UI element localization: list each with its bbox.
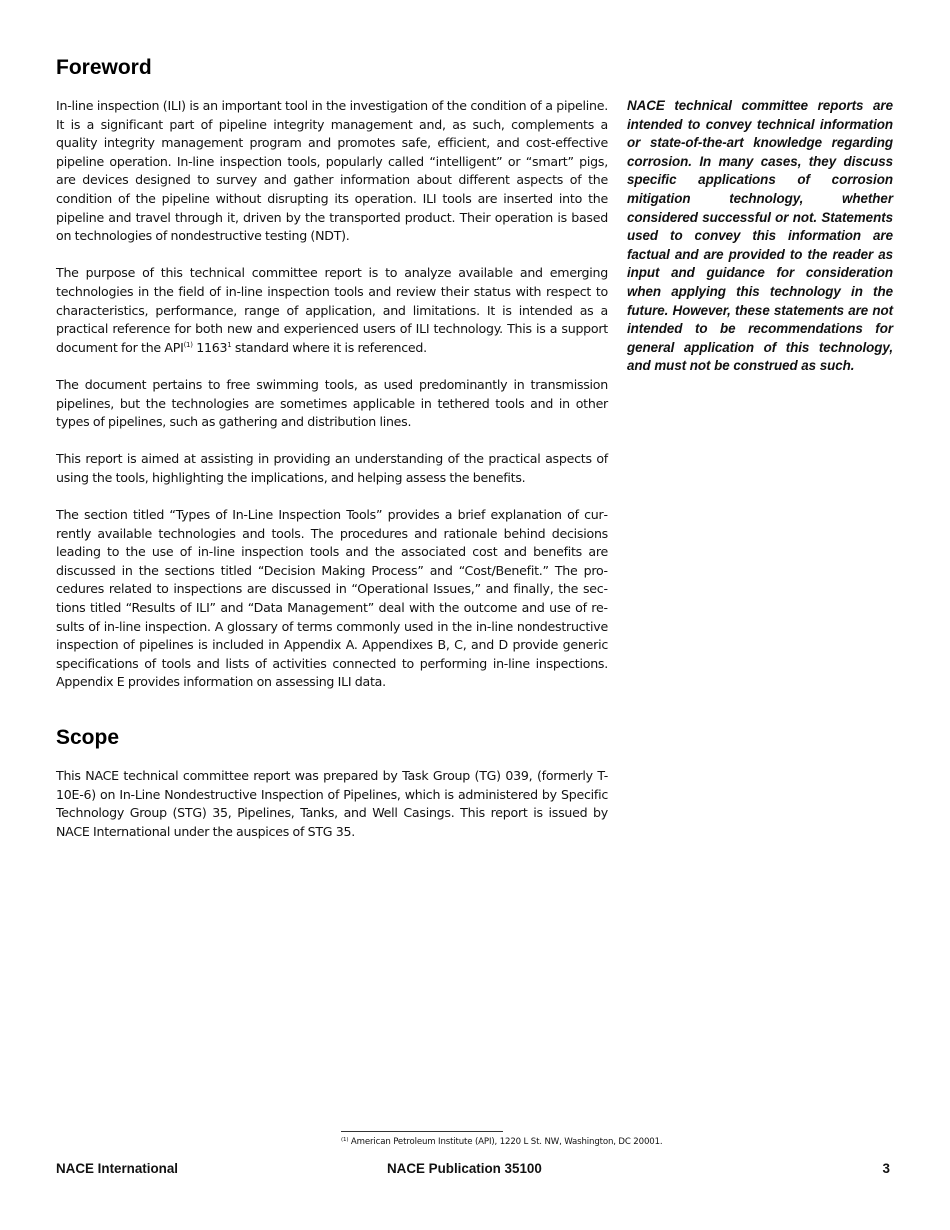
- footnote-text: American Petroleum Institute (API), 1220 L St. NW, Washington, DC 20001.: [348, 1137, 663, 1147]
- foreword-paragraph-2: [56, 264, 608, 357]
- scope-paragraph-1: This NACE technical committee report was prepared by Task Group (TG) 039, (formerly T-10E-6) on In-Line Nondestructive Inspection of Pipelines, which is administered by Specific Technology Group (STG) 35, Pipelines, Tanks, and Well Casings. This report is issued by NACE International under the auspices of STG 35.: [56, 768, 608, 839]
- footnote: [341, 1137, 841, 1148]
- footer-page-number: 3: [882, 1161, 890, 1176]
- footnote-marker: (1): [183, 340, 193, 349]
- sidebar-disclaimer-note: NACE technical committee reports are intended to convey technical information or state-of-the-art knowledge regarding corrosion. In many cases, they discuss specific applications of corrosion mitigation technology, whether considered successful or not. Statements used to convey this information are factual and are provided to the reader as input and guidance for consideration when applying this technology in the future. However, these statements are not intended to be recommendations for general application of this technology, and must not be construed as such.: [627, 98, 893, 374]
- paragraph-2-text: The purpose of this technical committee report is to analyze available and emerging technologies in the field of in-line inspection tools and review their status with respect to characteristics, performance, range of application, and limitations. It is intended as a practical reference for both new and experienced users of ILI technology. This is a support document for the API: [56, 265, 608, 355]
- footer-organization: NACE International: [56, 1161, 179, 1176]
- foreword-body: [56, 97, 608, 692]
- scope-body: [56, 767, 608, 841]
- foreword-heading: Foreword: [56, 56, 152, 79]
- foreword-paragraph-4: This report is aimed at assisting in providing an understanding of the practical aspects of using the tools, highlighting the implications, and helping assess the benefits.: [56, 451, 608, 485]
- foreword-paragraph-1: In-line inspection (ILI) is an important tool in the investigation of the condition of a pipeline. It is a significant part of pipeline integrity management and, as such, complements a quality integrity management program and promotes safe, efficient, and cost-effective pipeline operation. In-line inspection tools, popularly called “intelligent” or “smart” pigs, are devices designed to survey and gather information about different aspects of the condition of the pipeline without disrupting its operation. ILI tools are inserted into the pipeline and travel through it, driven by the transported product. Their operation is based on technologies of nondestructive testing (NDT).: [56, 98, 608, 244]
- paragraph-2-tail: standard where it is referenced.: [231, 339, 427, 355]
- footnote-divider: [341, 1131, 503, 1132]
- scope-heading: Scope: [56, 726, 120, 749]
- footnote-mark: (1): [341, 1137, 349, 1143]
- footer-publication: NACE Publication 35100: [387, 1161, 542, 1176]
- foreword-paragraph-3: The document pertains to free swimming tools, as used predominantly in transmission pipelines, but the technologies are sometimes applicable in tethered tools and in other types of pipelines, such as gathering and distribution lines.: [56, 376, 608, 430]
- standard-number: 1163: [192, 339, 228, 355]
- reference-marker: 1: [227, 340, 232, 349]
- foreword-paragraph-5: The section titled “Types of In-Line Inspection Tools” provides a brief explanation of currently available technologies and tools. The procedures and rationale behind decisions leading to the use of in-line inspection tools and the associated cost and benefits are discussed in the sections titled “Decision Making Process” and “Cost/Benefit.” The procedures related to inspections are discussed in “Operational Issues,” and finally, the sections titled “Results of ILI” and “Data Management” deal with the outcome and use of results of in-line inspection. A glossary of terms commonly used in the in-line nondestructive inspection of pipelines is included in Appendix A. Appendixes B, C, and D provide generic specifications of tools and lists of activities connected to performing in-line inspections. Appendix E provides information on assessing ILI data.: [56, 507, 608, 690]
